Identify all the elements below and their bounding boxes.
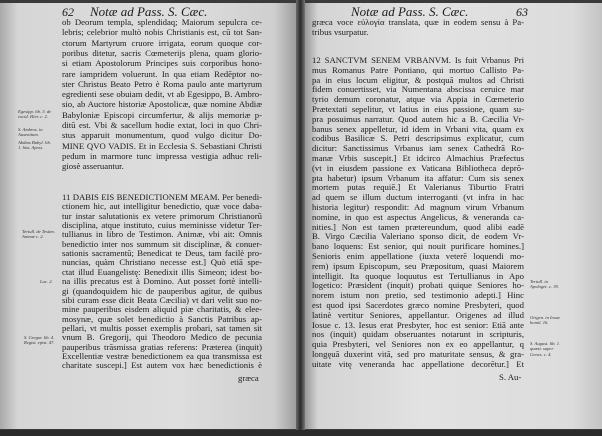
text-line: ctionem hic, aut intelligitur benedictio, quæ voce daba- [62, 201, 262, 212]
text-line: mine pauperibus eisdem aliquid piæ charitatis, & elee- [62, 304, 262, 315]
text-line: manæ Vrbis suscepit.] Et idcirco Almachius Præfectus [312, 153, 524, 163]
margin-note: Origen. in Iosue homil. 16. [530, 315, 560, 326]
text-line: 12 SANCTVM SENEM VRBANVM. Is fuit Vrbanus Pri [312, 55, 524, 65]
margin-note: Luc. 2. [40, 279, 53, 284]
text-line: gi (quandoquidem hic de pauperibus agitur, de quibus [62, 285, 262, 296]
text-line: mortem putas requiē.] Et Valerianus Tiburtio Fratri [312, 182, 524, 193]
catchword: græca [238, 373, 259, 383]
text-line: si etiam Apostolorum Principes suis corporibus hono- [62, 58, 262, 69]
text-line: græca voce εὐλογία translata, quæ in eodem sensu à Pa- [312, 17, 524, 27]
text-line: giosè asseruantur. [62, 161, 124, 172]
text-line: benedictio inter nos summum sit disciplinæ, & conuer- [62, 238, 262, 249]
text-line: Iosue c. 13. Iesus erat Presbyter, hoc est senior: Etiā ante [312, 319, 524, 330]
scan-edge [0, 430, 602, 436]
text-line: pauperibus trāsmissa gratias referens: Præterea (inquit) [62, 341, 262, 352]
text-line: uitate vitę veneranda hac appellatione decorētur.] Et [312, 358, 524, 369]
text-line: est quod ipsi Sacerdotes græco nomine Presbyteri, quod [312, 300, 524, 310]
text-line: pellari, vt multis posset exemplis probari, sat tamen sit [62, 322, 262, 333]
text-line: 11 DABIS EIS BENEDICTIONEM MEAM. Per benedi- [62, 192, 262, 202]
text-line: sationis sacramentū; Benedicat te Deus, tam facilè pro- [62, 248, 262, 259]
text-line: ad quem se illum ductum interroganti (vt infra in hac [312, 192, 524, 203]
text-line: latinè vertitur Seniores, appellantur. Origenes ad illud [312, 309, 524, 320]
text-line: Excellentiæ vestræ benedictionem ea qua transmissa est [62, 350, 262, 361]
text-line: tribus vsurpatur. [312, 27, 369, 37]
text-line: intelligit. Ita quoque loquutus est Tertullianus in Apo [312, 270, 524, 281]
text-line: nos (inquit) quidam obseruantes notarunt in scripturis, [312, 329, 524, 340]
catchword: S. Au- [499, 372, 522, 382]
text-line: dicitur: Sanctissimus Vrbanus iam senex Cathedrā Ro- [312, 143, 524, 154]
text-line: charitate suscepi.] Est autem vox hæc benedictionis è [62, 360, 262, 371]
text-line: rem) ipsum Episcopum, seu Præpositum, quasi Maiorem [312, 260, 524, 271]
text-line: stus apparuit monumentum, quod vulgo dicitur Do- [62, 130, 262, 141]
margin-note: S. August. lib. 1. quæst. super Genes. c. 4. [530, 341, 561, 357]
right-page [303, 3, 602, 429]
margin-note: Tertull. de Testim. Animæ c. 2. [22, 229, 55, 240]
text-line: ob Deorum templa, splendidaq; Maiorum sepulcra ce- [62, 17, 262, 27]
text-line: banus senex appelletur, id idem in Vrbani vita, quam ex [312, 123, 524, 134]
text-line: na illis precatus est à Domino. Aut posset fortè intelli- [62, 276, 262, 287]
text-line: mosynæ, quæ solet benedictio à Sanctis Patribus ap- [62, 313, 262, 324]
text-line: Senioris enim appellatione (iuxta veterē loquendi mo- [312, 251, 524, 261]
text-line: disciplina, atque instituto, cuius meminisse videtur Ter- [62, 220, 262, 231]
book-gutter [296, 0, 305, 436]
running-head: Notæ ad Pass. S. Cæc. [90, 4, 208, 19]
text-line: (vt in eiusdem passione ex Vaticana Bibliotheca deprō- [312, 162, 524, 173]
text-line: pa in eius locum eligitur, & postquā multos ad Christi [312, 74, 524, 85]
text-line: nities.] Non est tamen prætereundum, quod alibi eadē [312, 221, 524, 232]
text-line: Prætextati sepelitur, vt latius in eius passione, quam su- [312, 104, 524, 114]
page-number: 62 [62, 5, 74, 19]
text-line: ctorum Martyrum cruore irrigata, eorum quoque cor- [62, 37, 262, 48]
margin-note: Abdias Babyl. lib. 1. hist. Apost. [18, 140, 51, 151]
text-line: bano loquens: Est senior, qui nouit purificare homines.] [312, 241, 524, 252]
text-line: nuncias, quàm Christiano necesse est.] Quò etiā spe- [62, 257, 262, 268]
margin-note: S. Gregor. lib. 4. Regist. epist. 47. [24, 335, 55, 346]
left-page [0, 3, 298, 429]
text-line: nomine, in quo est aspectus Angelicus, & veneranda ca- [312, 211, 524, 222]
text-line: MINE QVO VADIS. Et in Ecclesia S. Sebastiani Christi [62, 140, 262, 151]
text-line: fidem conuertisset, via Numentana abscissa ceruice mar [312, 84, 524, 95]
text-line: quia Presbyteri, vel Seniores non ex eo appellantur, q [312, 339, 524, 350]
margin-note: Egesipp. lib. 3. de excid. Hier. c. 2. [18, 109, 52, 120]
text-line: vnum B. Gregorij, qui Theodoro Medico de pecunia [62, 332, 262, 343]
text-line: codibus Basilicæ S. Petri descripsimus explicatur, cum [312, 133, 524, 144]
text-line: tyrio demum coronatur, atque via Appia in Cœmeterio [312, 94, 524, 105]
text-line: pta habetur) ipsum Vrbanum ita affatur: Cum sis senex [312, 172, 524, 183]
page-number: 63 [516, 5, 528, 19]
margin-note: Tertull. in Apologet. c. 39. [530, 279, 559, 290]
text-line: lebris; celebrior multò nobis Christianis est, cū tot San- [62, 27, 262, 38]
text-line: norem istum non pretio, sed testimonio adepti.] Hinc [312, 290, 524, 301]
text-line: ster Christus Beato Petro è Roma paulo ante martyrum [62, 78, 262, 89]
text-line: longęuā duxerint vitā, sed pro maturitate sensus, & gra- [312, 349, 524, 359]
text-line: tullianus in libro de Testimon. Animæ, vbi ait: Omnis [62, 229, 262, 240]
text-line: tur instar salutationis ex vetere primorum Christianorū [62, 210, 262, 221]
text-line: mus Romanus Patre Pontiano, qui mortuo Callisto Pa- [312, 64, 524, 75]
text-line: ctat illud Euangelistę: Benedixit illis Simeon; idest bo- [62, 266, 262, 277]
text-line: poribus ditetur, sacris Cœmeterijs plena, quam glorio- [62, 47, 262, 58]
text-line: egredienti sese obuiam dedit, vt ab Egesippo, B. Ambro- [62, 89, 262, 100]
text-line: sio, ab Auctore historiæ Apostolicæ, quæ nomine Abdiæ [62, 99, 262, 110]
text-line: sibi curam esse dicit Beata Cæcilia) vt dari velit suo no- [62, 294, 262, 305]
text-line: Babyloniæ Episcopi circumfertur, & alijs memoriæ p- [62, 109, 262, 120]
text-line: pedum in marmore tunc impressa vestigia adhuc reli- [62, 150, 262, 161]
text-line: logetico: Præsident (inquit) probati quique Seniores ho- [312, 280, 524, 291]
text-line: pra posuimus narratur. Quod autem hic a B. Cæcilia Vr- [312, 113, 524, 124]
margin-note: S. Ambros. in Auxentium. [18, 127, 43, 138]
text-line: ditū est. Vbi & sacellum hodie extat, loci in quo Chri- [62, 120, 262, 130]
text-line: B. Virgo Cæcilia Valeriano sponso dicit, de eodem Vr- [312, 231, 524, 242]
text-line: rare iampridem voluerunt. In qua etiam Redēptor no- [62, 68, 262, 79]
running-head: Notæ ad Pass. S. Cæc. [351, 4, 469, 19]
text-line: historia legitur) respondit: Ad magnum virum Vrbanum [312, 202, 524, 212]
